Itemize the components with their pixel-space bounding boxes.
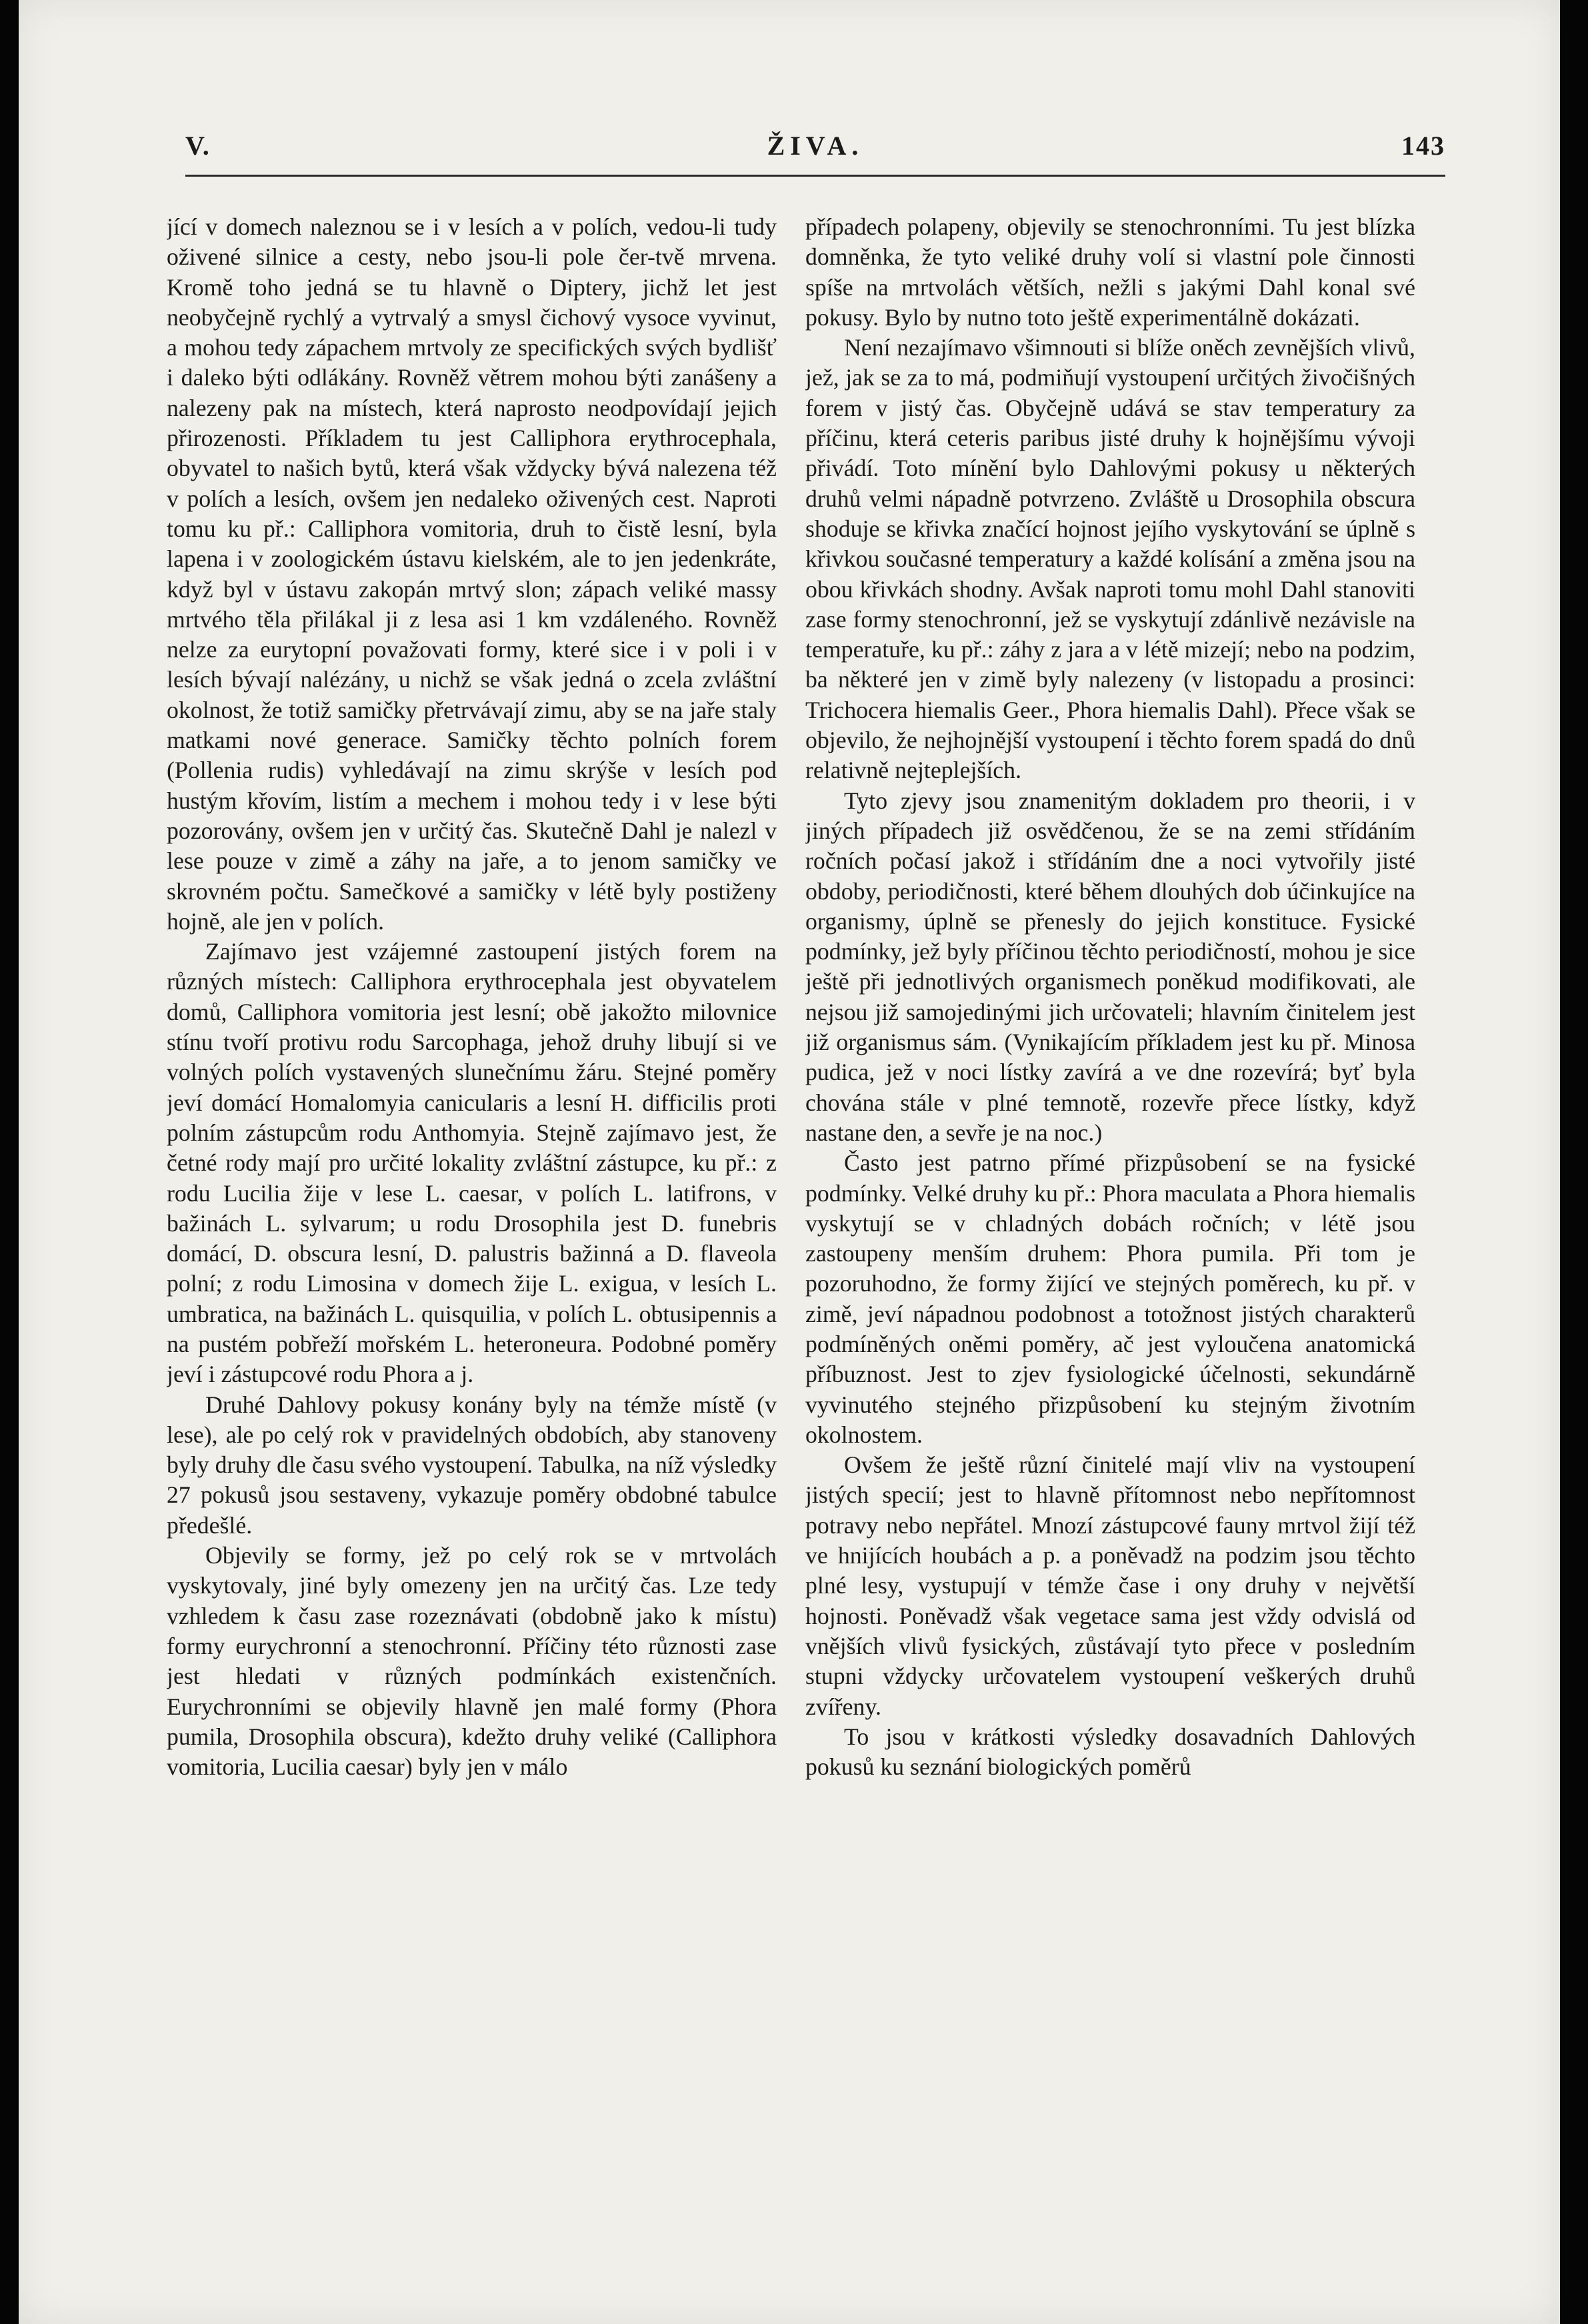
journal-title: ŽIVA. bbox=[767, 131, 864, 161]
paragraph: Tyto zjevy jsou znamenitým dokladem pro theorii, i v jiných případech již osvědčenou, že se na zemi střídáním ročních počasí jakož i střídáním dne a noci vytvořily jisté obdoby, periodičnosti, které během dlouhých dob účinkujíce na organismy, úplně se přenesly do jejich konstituce. Fysické podmínky, jež byly příčinou těchto periodičností, mohou je sice ještě při jednotlivých organismech poněkud modifikovati, ale nejsou již samojedinými jich určovateli; hlavním činitelem jest již organismus sám. (Vynikajícím příkladem jest ku př. Minosa pudica, jež v noci lístky zavírá a ve dne rozevírá; byť byla chována stále v plné temnotě, rozevře přece lístky, když nastane den, a sevře je na noc.) bbox=[805, 787, 1415, 1146]
paragraph: Není nezajímavo všimnouti si blíže oněch zevnějších vlivů, jež, jak se za to má, podmiňují vystoupení určitých živočišných forem v jistý čas. Obyčejně udává se stav temperatury za příčinu, která ceteris paribus jisté druhy k hojnějšímu vývoji přivádí. Toto mínění bylo Dahlovými pokusy u některých druhů velmi nápadně potvrzeno. Zvláště u Drosophila obscura shoduje se křivka značící hojnost jejího vyskytování se úplně s křivkou současné temperatury a každé kolísání a změna jsou na obou křivkách shodny. Avšak naproti tomu mohl Dahl stanoviti zase formy stenochronní, jež se vyskytují zdánlivě nezávisle na temperatuře, ku př.: záhy z jara a v létě mizejí; nebo na podzim, ba některé jen v zimě byly nalezeny (v listopadu a prosinci: Trichocera hiemalis Geer., Phora hiemalis Dahl). Přece však se objevilo, že nejhojnější vystoupení i těchto forem spadá do dnů relativně nejteplejších. bbox=[805, 334, 1415, 784]
header-rule bbox=[185, 175, 1445, 177]
left-column bbox=[167, 212, 777, 2252]
paragraph: Druhé Dahlovy pokusy konány byly na témže místě (v lese), ale po celý rok v pravidelných obdobích, aby stanoveny byly druhy dle času svého vystoupení. Tabulka, na níž výsledky 27 pokusů jsou sestaveny, vykazuje poměry obdobné tabulce předešlé. bbox=[167, 1391, 777, 1539]
paragraph: jící v domech naleznou se i v lesích a v polích, vedou-li tudy oživené silnice a cesty, nebo jsou-li pole čer-tvě mrvena. Kromě toho jedná se tu hlavně o Diptery, jichž let jest neobyčejně rychlý a vytrvalý a smysl čichový vysoce vyvinut, a mohou tedy zápachem mrtvoly ze specifických svých bydlišť i daleko býti odlákány. Rovněž větrem mohou býti zanášeny a nalezeny pak na místech, která naprosto neodpovídají jejich přirozenosti. Příkladem tu jest Calliphora erythrocephala, obyvatel to našich bytů, která však vždycky bývá nalezena též v polích a lesích, ovšem jen nedaleko oživených cest. Naproti tomu ku př.: Calliphora vomitoria, druh to čistě lesní, byla lapena i v zoologickém ústavu kielském, ale to jen jedenkráte, když byl v ústavu zakopán mrtvý slon; zápach veliké massy mrtvého těla přilákal ji z lesa asi 1 km vzdáleného. Rovněž nelze za eurytopní považovati formy, které sice i v poli i v lesích bývají nalézány, u nichž se však jedná o zcela zvláštní okolnost, že totiž samičky přetrvávají zimu, aby se na jaře staly matkami nové generace. Samičky těchto polních forem (Pollenia rudis) vyhledávají na zimu skrýše v lesích pod hustým křovím, listím a mechem i mohou tedy i v lese býti pozorovány, ovšem jen v určitý čas. Skutečně Dahl je nalezl v lese pouze v zimě a záhy na jaře, a to jenom samičky ve skrovném počtu. Samečkové a samičky v létě byly postiženy hojně, ale jen v polích. bbox=[167, 213, 777, 935]
volume-number: V. bbox=[185, 131, 211, 161]
paragraph: Často jest patrno přímé přizpůsobení se na fysické podmínky. Velké druhy ku př.: Phora maculata a Phora hiemalis vyskytují se v chladných dobách ročních; v létě jsou zastoupeny menším druhem: Phora pumila. Při tom je pozoruhodno, že formy žijící ve stejných poměrech, ku př. v zimě, jeví nápadnou podobnost a totožnost jistých charakterů podmíněných oněmi poměry, ač jest vyloučena anatomická příbuznost. Jest to zjev fysiologické účelnosti, sekundárně vyvinutého stejného přizpůsobení ku stejným životním okolnostem. bbox=[805, 1149, 1415, 1448]
right-column bbox=[805, 212, 1415, 2252]
paragraph: Objevily se formy, jež po celý rok se v mrtvolách vyskytovaly, jiné byly omezeny jen na určitý čas. Lze tedy vzhledem k času zase rozeznávati (obdobně jako k místu) formy eurychronní a stenochronní. Příčiny této různosti zase jest hledati v různých podmínkách existenčních. Eurychronními se objevily hlavně jen malé formy (Phora pumila, Drosophila obscura), kdežto druhy veliké (Calliphora vomitoria, Lucilia caesar) byly jen v málo bbox=[167, 1542, 777, 1781]
running-header bbox=[185, 130, 1445, 170]
paragraph: případech polapeny, objevily se stenochronními. Tu jest blízka domněnka, že tyto veliké druhy volí si vlastní pole činnosti spíše na mrtvolách větších, nežli s jakými Dahl konal své pokusy. Bylo by nutno toto ještě experimentálně dokázati. bbox=[805, 213, 1415, 331]
paragraph: Ovšem že ještě různí činitelé mají vliv na vystoupení jistých specií; jest to hlavně přítomnost nebo nepřítomnost potravy nebo nepřátel. Mnozí zástupcové fauny mrtvol žijí též ve hnijících houbách a p. a poněvadž na podzim jsou těchto plné lesy, vystupují v témže čase i ony druhy v největší hojnosti. Poněvadž však vegetace sama jest vždy odvislá od vnějších vlivů fysických, zůstávají tyto přece v posledním stupni vždycky určovatelem vystoupení veškerých druhů zvířeny. bbox=[805, 1451, 1415, 1720]
scanned-page bbox=[19, 0, 1560, 2324]
paragraph: Zajímavo jest vzájemné zastoupení jistých forem na různých místech: Calliphora erythrocephala jest obyvatelem domů, Calliphora vomitoria jest lesní; obě jakožto milovnice stínu tvoří protivu rodu Sarcophaga, jehož druhy libují si ve volných polích vystavených slunečnímu žáru. Stejné poměry jeví domácí Homalomyia canicularis a lesní H. difficilis proti polním zástupcům rodu Anthomyia. Stejně zajímavo jest, že četné rody mají pro určité lokality zvláštní zástupce, ku př.: z rodu Lucilia žije v lese L. caesar, v polích L. latifrons, v bažinách L. sylvarum; u rodu Drosophila jest D. funebris domácí, D. obscura lesní, D. palustris bažinná a D. flaveola polní; z rodu Limosina v domech žije L. exigua, v lesích L. umbratica, na bažinách L. quisquilia, v polích L. obtusipennis a na pustém pobřeží mořském L. heteroneura. Podobné poměry jeví i zástupcové rodu Phora a j. bbox=[167, 938, 777, 1388]
paragraph: To jsou v krátkosti výsledky dosavadních Dahlových pokusů ku seznání biologických poměrů bbox=[805, 1723, 1415, 1781]
page-number: 143 bbox=[1401, 131, 1445, 161]
